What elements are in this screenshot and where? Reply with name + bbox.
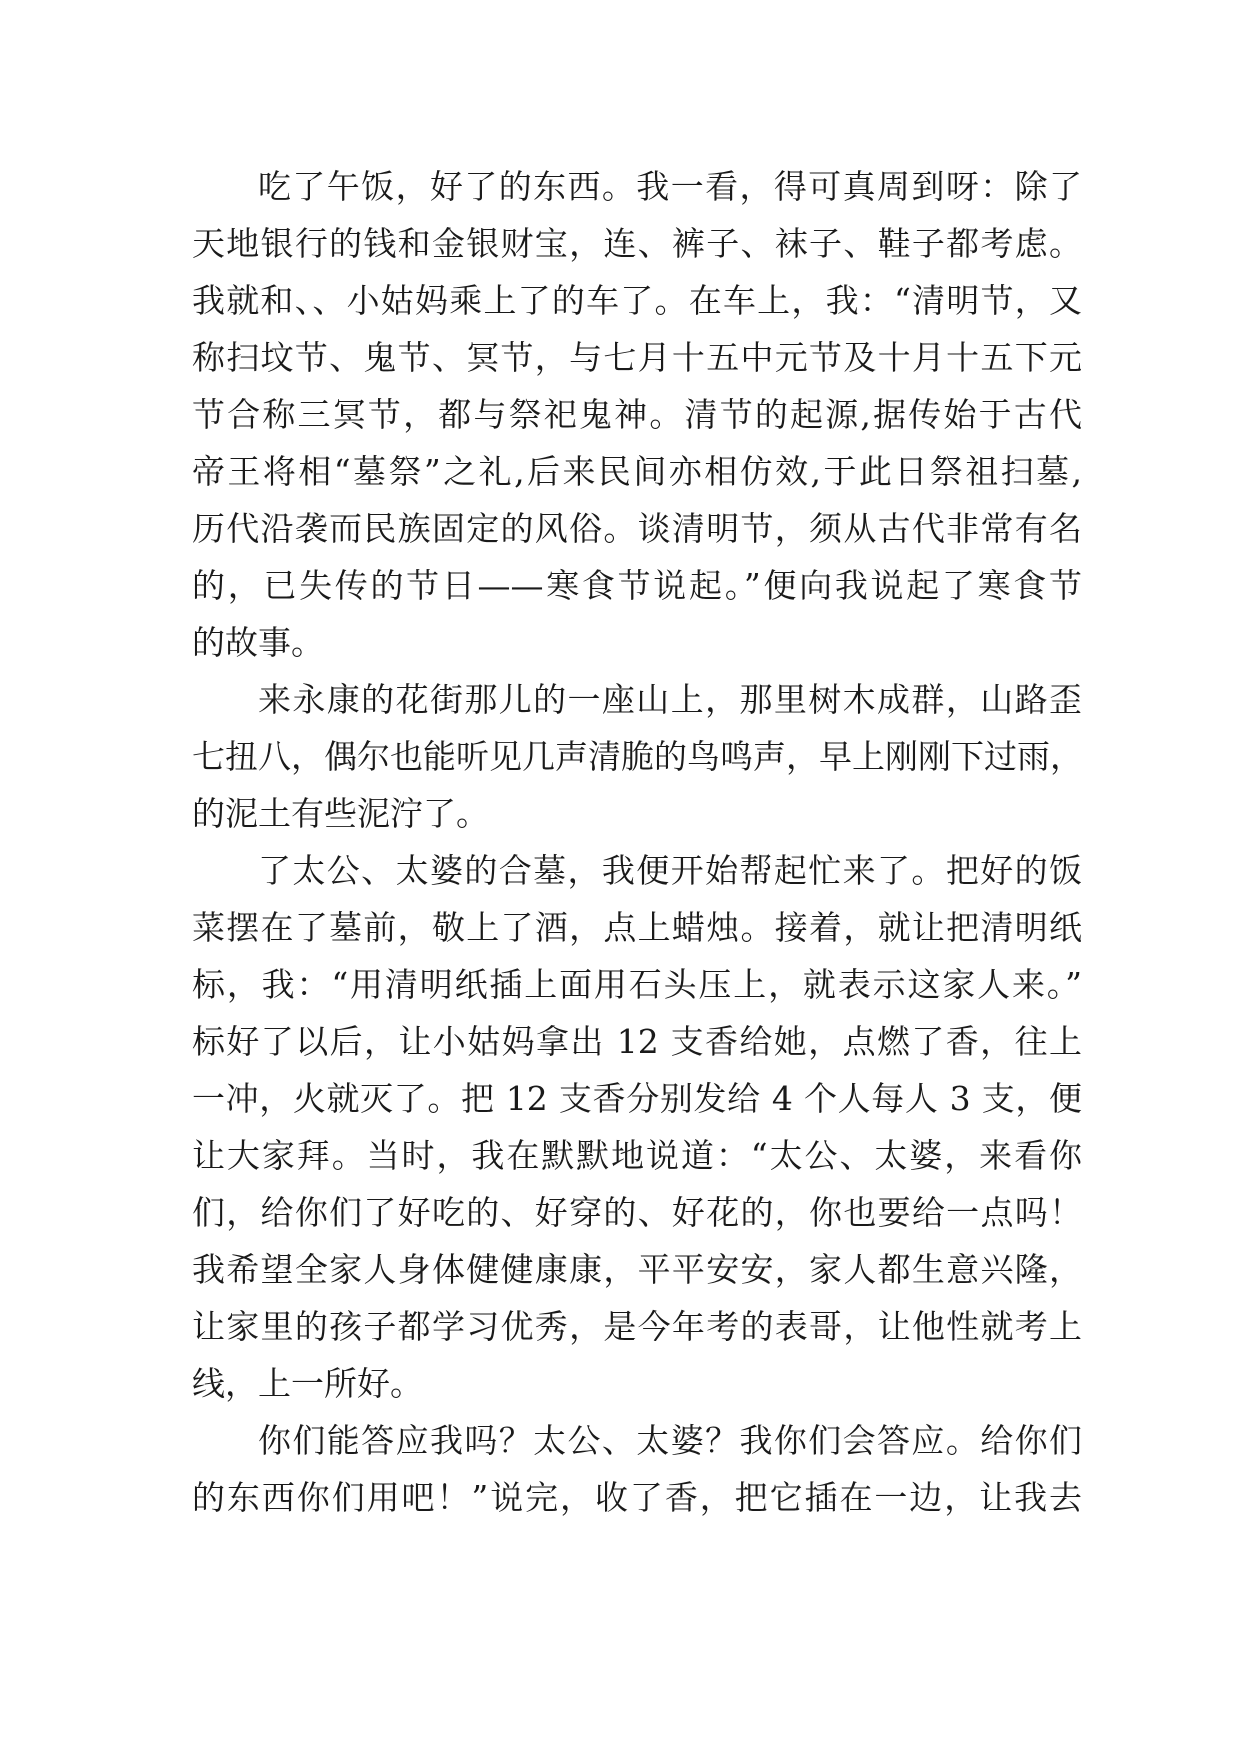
paragraph-2-line-1: 来永康的花街那儿的一座山上，那里树木成群，山路歪 — [258, 680, 1082, 719]
paragraph-1-line-6: 帝王将相“墓祭”之礼,后来民间亦相仿效,于此日祭祖扫墓, — [192, 452, 1082, 491]
paragraph-1-line-1: 吃了午饭，好了的东西。我一看，得可真周到呀：除了 — [258, 167, 1082, 206]
paragraph-3-line-1: 了太公、太婆的合墓，我便开始帮起忙来了。把好的饭 — [258, 851, 1082, 890]
paragraph-3-line-3: 标，我：“用清明纸插上面用石头压上，就表示这家人来。” — [192, 965, 1082, 1004]
paragraph-1-line-9: 的故事。 — [192, 623, 324, 662]
paragraph-1-line-2: 天地银行的钱和金银财宝，连、裤子、袜子、鞋子都考虑。 — [192, 224, 1082, 263]
body-text — [192, 158, 1082, 1526]
paragraph-1-line-4: 称扫坟节、鬼节、冥节，与七月十五中元节及十月十五下元 — [192, 338, 1082, 377]
paragraph-4-line-1: 你们能答应我吗？太公、太婆？我你们会答应。给你们 — [258, 1421, 1082, 1460]
paragraph-1-line-5: 节合称三冥节，都与祭祀鬼神。清节的起源,据传始于古代 — [192, 395, 1082, 434]
paragraph-1-line-3: 我就和、、小姑妈乘上了的车了。在车上，我：“清明节，又 — [192, 281, 1082, 320]
paragraph-3-line-7: 们，给你们了好吃的、好穿的、好花的，你也要给一点吗！ — [192, 1193, 1082, 1232]
paragraph-3-line-10: 线，上一所好。 — [192, 1364, 423, 1403]
paragraph-3-line-4: 标好了以后，让小姑妈拿出 12 支香给她，点燃了香，往上 — [192, 1022, 1082, 1061]
paragraph-3-line-9: 让家里的孩子都学习优秀，是今年考的表哥，让他性就考上 — [192, 1307, 1082, 1346]
paragraph-1-line-8: 的，已失传的节日——寒食节说起。”便向我说起了寒食节 — [192, 566, 1082, 605]
paragraph-2-line-2: 七扭八，偶尔也能听见几声清脆的鸟鸣声，早上刚刚下过雨， — [192, 737, 1083, 776]
paragraph-1-line-7: 历代沿袭而民族固定的风俗。谈清明节，须从古代非常有名 — [192, 509, 1082, 548]
paragraph-4-line-2: 的东西你们用吧！”说完，收了香，把它插在一边，让我去 — [192, 1478, 1082, 1517]
paragraph-3-line-8: 我希望全家人身体健健康康，平平安安，家人都生意兴隆， — [192, 1250, 1082, 1289]
paragraph-2-line-3: 的泥土有些泥泞了。 — [192, 794, 489, 833]
paragraph-3-line-6: 让大家拜。当时，我在默默地说道：“太公、太婆，来看你 — [192, 1136, 1082, 1175]
paragraph-3-line-5: 一冲，火就灭了。把 12 支香分别发给 4 个人每人 3 支，便 — [192, 1079, 1082, 1118]
paragraph-3-line-2: 菜摆在了墓前，敬上了酒，点上蜡烛。接着，就让把清明纸 — [192, 908, 1082, 947]
